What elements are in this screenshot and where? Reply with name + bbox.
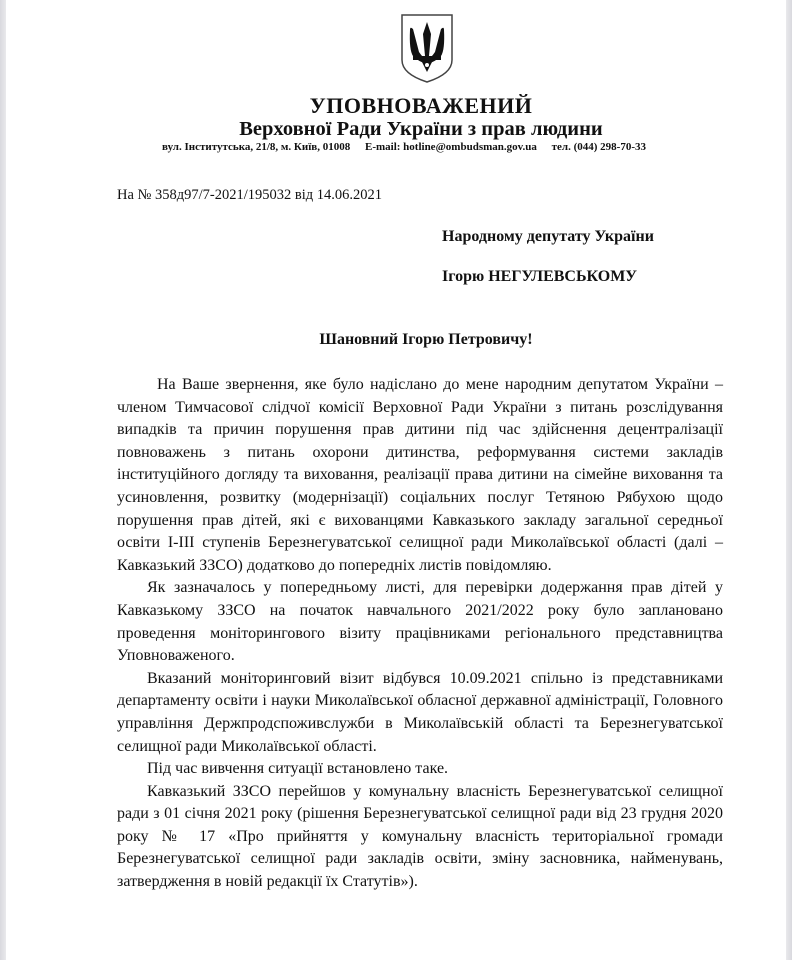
header-phone: тел. (044) 298-70-33 [551,141,646,153]
header-address: вул. Інститутська, 21/8, м. Київ, 01008 [162,141,351,153]
paragraph-3: Вказаний моніторинговий візит відбувся 10.09.2021 спільно із представниками департаменту освіти і науки Миколаївської обласної державної адміністрації, Головного управління Держпродспоживслужби в Миколаївській області та Березнегуватської селищної ради Миколаївської області. [117,669,723,755]
header-contacts [162,141,658,153]
paragraph-4: Під час вивчення ситуації встановлено таке. [147,760,449,778]
reference-number: На № 358д97/7-2021/195032 від 14.06.2021 [117,187,383,203]
addressee-name: Ігорю НЕГУЛЕВСЬКОМУ [442,268,638,285]
paragraph-1: На Ваше звернення, яке було надіслано до мене народним депутатом України – членом Тимчасової слідчої комісії Верховної Ради України з питань розслідування випадків та причин порушення прав дитини під час здійснення децентралізації повноважень з питань охорони дитинства, реформування системи закладів інституційного догляду та виховання, реалізації права дитини на сімейне виховання та усиновлення, розвитку (модернізації) соціальних послуг Тетяною Рябухою щодо порушення прав дітей, які є вихованцями Кавказького закладу загальної середньої освіти І-ІІІ ступенів Березнегуватської селищної ради Миколаївської області (далі – Кавказький ЗЗСО) додатково до попередніх листів повідомляю. [117,376,723,574]
salutation: Шановний Ігорю Петровичу! [319,331,533,348]
addressee-position: Народному депутату України [442,228,654,245]
trident-emblem-icon [397,12,457,84]
header-email: E-mail: hotline@ombudsman.gov.ua [364,141,537,153]
letter-body [117,374,723,894]
paragraph-5: Кавказький ЗЗСО перейшов у комунальну власність Березнегуватської селищної ради з 01 січня 2021 року (рішення Березнегуватської селищної ради від 23 грудня 2020 року № 17 «Про прийняття у комунальну власність територіальної громади Березнегуватської селищної ради закладів освіти, зміну засновника, найменувань, затвердження в новій редакції їх Статутів»). [117,782,723,891]
header-title: УПОВНОВАЖЕНИЙ [309,93,533,118]
header-subtitle: Верховної Ради України з прав людини [239,118,603,140]
paragraph-2: Як зазначалось у попередньому листі, для перевірки додержання прав дітей у Кавказькому ЗЗСО на початок навчального 2021/2022 року було заплановано проведення моніторингового візиту працівниками регіонального представництва Уповноваженого. [117,579,723,665]
